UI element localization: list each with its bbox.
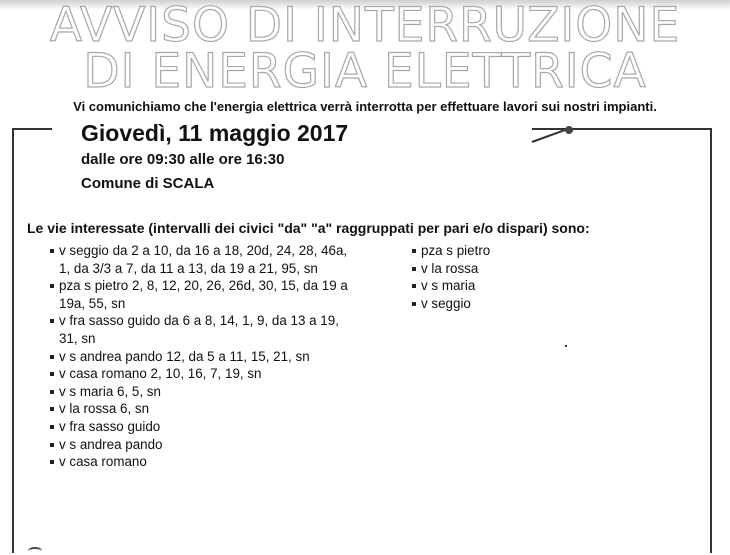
- bullet-icon: [50, 390, 54, 394]
- bullet-icon: [50, 425, 54, 429]
- outage-date: Giovedì, 11 maggio 2017: [81, 120, 349, 146]
- streets-list-left: [50, 242, 350, 471]
- street-entry: v s andrea pando 12, da 5 a 11, 15, 21, sn: [59, 348, 310, 364]
- street-entry: pza s pietro 2, 8, 12, 20, 26, 26d, 30, 15, da 19 a 19a, 55, sn: [59, 278, 348, 311]
- street-entry: v s andrea pando: [59, 436, 163, 452]
- street-entry: v casa romano: [59, 454, 147, 470]
- notice-subtitle: Vi comunichiamo che l'energia elettrica verrà interrotta per effettuare lavori sui nostri impianti.: [73, 99, 657, 114]
- bullet-icon: [412, 284, 416, 288]
- street-entry: v fra sasso guido da 6 a 8, 14, 1, 9, da 13 a 19, 31, sn: [59, 313, 339, 346]
- bullet-icon: [50, 443, 54, 447]
- list-item: [412, 242, 612, 260]
- bullet-icon: [412, 302, 416, 306]
- street-entry: v la rossa: [421, 260, 479, 276]
- bullet-icon: [50, 407, 54, 411]
- frame-pen-dot: [565, 126, 573, 134]
- bullet-icon: [50, 460, 54, 464]
- notice-title-line-1: AVVISO DI INTERRUZIONE: [49, 0, 681, 53]
- bullet-icon: [412, 249, 416, 253]
- list-item: [50, 312, 350, 347]
- streets-heading: Le vie interessate (intervalli dei civici "da" "a" raggruppati per pari e/o dispari) sono:: [27, 220, 590, 236]
- bullet-icon: [50, 249, 54, 253]
- street-entry: v la rossa 6, sn: [59, 401, 150, 417]
- bullet-icon: [50, 355, 54, 359]
- street-entry: pza s pietro: [421, 243, 491, 258]
- list-item: [412, 295, 612, 313]
- street-entry: v s maria: [421, 278, 476, 294]
- list-item: [412, 277, 612, 295]
- list-item: [50, 453, 350, 471]
- bullet-icon: [412, 267, 416, 271]
- streets-list-right: [412, 242, 612, 312]
- list-item: [50, 277, 350, 312]
- list-item: [50, 383, 350, 401]
- notice-title-line-2: DI ENERGIA ELETTRICA: [83, 44, 647, 99]
- street-entry: v fra sasso guido: [59, 418, 161, 434]
- street-entry: v s maria 6, 5, sn: [59, 383, 161, 399]
- list-item: [412, 260, 612, 278]
- street-entry: v casa romano 2, 10, 16, 7, 19, sn: [59, 366, 262, 382]
- bullet-icon: [50, 284, 54, 288]
- outage-hours: dalle ore 09:30 alle ore 16:30: [81, 151, 285, 168]
- outage-comune: Comune di SCALA: [81, 175, 215, 192]
- list-item: [50, 400, 350, 418]
- bullet-icon: [50, 372, 54, 376]
- street-entry: v seggio da 2 a 10, da 16 a 18, 20d, 24, 28, 46a, 1, da 3/3 a 7, da 11 a 13, da 19 a 21, 95, sn: [59, 243, 348, 276]
- list-item: [50, 418, 350, 436]
- list-item: [50, 365, 350, 383]
- list-item: [50, 348, 350, 366]
- street-entry: v seggio: [421, 295, 471, 311]
- list-item: [50, 242, 350, 277]
- bullet-icon: [50, 319, 54, 323]
- scan-speck: [565, 345, 567, 347]
- list-item: [50, 436, 350, 454]
